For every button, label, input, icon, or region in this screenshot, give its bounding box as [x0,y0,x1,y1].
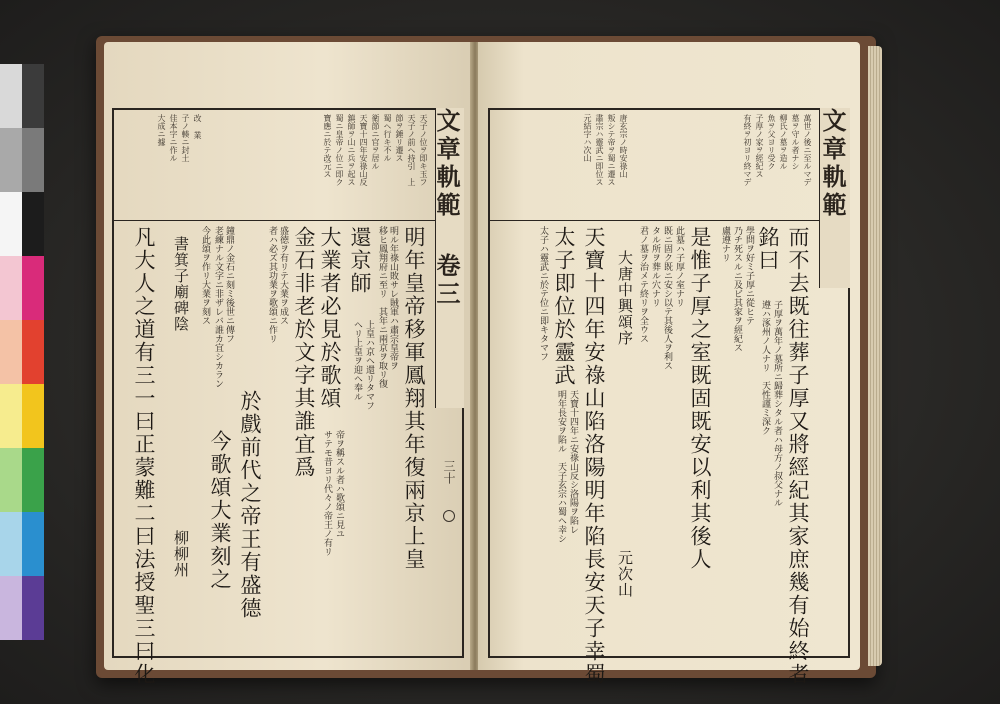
headnote: 天寶十四年安祿山反 [359,114,368,186]
annotation-column: 明ル年祿山敗サレ賊軍ハ肅宗皇帝ヲ [388,226,398,370]
annotation-column: 移ヒ鳳翔府ニ至リ 其年ニ兩京ヲ取リ復 [377,226,387,388]
open-book [96,36,876,686]
annotation-column: 盛徳ヲ有リテ大業ヲ成ス [278,226,288,325]
annotation-column: 此墓ハ子厚ノ室ナリ [674,226,684,307]
headnote: 子ノ輳ニ封土 [181,114,190,162]
left-page-frame [112,108,464,686]
right-page [478,42,860,686]
page-edges [868,46,882,666]
section-title: 書箕子廟碑陰 [172,236,190,332]
annotation-column: 帝ヲ稱スル者ハ歌頌ニ見ユ [334,430,344,538]
author-name: 柳柳州 [172,530,190,578]
main-text-column: 明年皇帝移軍鳳翔其年復兩京上皇 [402,226,426,571]
headnote: 墓ヲ守ル者ナシ [791,114,800,170]
annotation-column: 乃チ死スルニ及ビ其家ヲ經紀ス [732,226,742,352]
annotation-column: 者ハ必ズ其功業ヲ歌頌ニ作リ [267,226,277,343]
headnote: 寶應ニ於テ改元ス [323,114,332,178]
annotation-column: 老練ナル文字ニ非ザレバ誰カ宜シカラン [213,226,223,388]
main-text-column: 太子即位於靈武 [552,226,576,387]
left-page [104,42,472,686]
section-title: 大唐中興頌序 [616,250,634,346]
annotation-column: 鐘鼎ノ金石ニ刻ミ後世ニ傳フ [224,226,234,343]
color-checker-strip [0,64,44,640]
annotation-column: 遵ハ涿州ノ人ナリ 天性謹ミ深ク [760,300,770,435]
main-text-column: 而不去既往葬子厚又將經紀其家庶幾有始終者 [786,226,810,686]
main-text-column: 今歌頌大業刻之 [208,430,232,591]
headnote: 蜀ヘ行キ不ル [383,114,392,162]
annotation-column: 學問ヲ好ミ子厚ニ從ヒテ [744,226,754,325]
main-text-column: 金石非老於文字其誰宜爲 [292,226,316,479]
main-text-column: 天寶十四年安祿山陷洛陽明年陷長安天子幸蜀 [582,226,606,686]
annotation-column: 明年長安ヲ陷ル 天子玄宗ハ蜀ヘ幸シ [556,390,566,543]
right-header-rule [490,220,848,221]
annotation-column: ヘリ上皇ヲ迎ヘ奉ル [352,320,362,401]
annotation-column: 子厚ヲ萬年ノ墓所ニ歸葬シタル者ハ母方ノ叔父ナル [772,300,782,507]
headnote: 鎮師ヲ山ニ兵ヲ起ス [347,114,356,186]
annotation-column: タル所ヲ葬ル穴ナリ [650,226,660,307]
main-text-column: 銘曰 [756,226,780,272]
annotation-column: 今此頌ヲ作リ大業ヲ刻ス [200,226,210,325]
main-text-column: 凡大人之道有三一曰正蒙難二曰法授聖三曰化 [132,226,156,686]
page-circle-mark [443,510,455,522]
right-page-frame [488,108,850,686]
headnote: 魚ヲ父ヨリ受ク [767,114,776,170]
main-text-column: 是惟子厚之室既固既安以利其後人 [688,226,712,571]
headnote: 柳氏ノ墓ヲ造ル [779,114,788,170]
annotation-column: 既ニ固ク既ニ安シ以テ其後人ヲ利ス [662,226,672,370]
headnote: 有終ヲ初ヨリ終マデ [743,114,752,186]
main-text-column: 於戲前代之帝王有盛德 [238,390,262,620]
headnote: 唐玄宗ノ時安祿山 [619,114,628,178]
headnote: 天子ノ位ヲ即キ玉フ [419,114,428,186]
headnote: 大成ニ據 [157,114,166,146]
headnote: 改 業 [193,114,202,139]
annotation-column: 盧遵ナリ [720,226,730,262]
headnote: 萬世ノ後ニ至ルマデ [803,114,812,186]
headnote: 肅宗ハ靈武ニ即位ス [595,114,604,186]
right-page-title: 文章軌範 [819,108,850,288]
headnote: 蜀ニ皇帝ノ位ニ即ク [335,114,344,186]
headnote: 衛節ニ官ヲ居ル [371,114,380,170]
annotation-column: 天寶十四年ニ安祿山反シ洛陽ヲ陷レ [568,390,578,534]
annotation-column: サテモ昔ヨリ代々ノ帝王ノ有リ [322,430,332,556]
left-page-title: 文章軌範 卷三 [435,108,464,408]
headnote: 子厚ノ家ヲ經紀ス [755,114,764,178]
author-name: 元次山 [616,550,634,598]
headnote: 元結字ハ次山 [583,114,592,162]
annotation-column: 上皇ハ京ヘ還リタマフ [364,320,374,410]
annotation-column: 君ノ墓ヲ治メテ終リヲ全ウス [638,226,648,343]
headnote: 節ヲ錘リ遷ス [395,114,404,162]
headnote: 天子ノ前ヘ持引 上 [407,114,416,186]
main-text-column: 還京師 [348,226,372,295]
headnote: 佳本字ニ作ル [169,114,178,162]
left-header-rule [114,220,462,221]
headnote: 叛シテ帝ヲ蜀ニ遷ス [607,114,616,186]
main-text-column: 大業者必見於歌頌 [318,226,342,410]
left-page-number: 三十 [442,460,456,484]
annotation-column: 太子ハ靈武ニ於テ位ニ即キタマフ [538,226,548,361]
